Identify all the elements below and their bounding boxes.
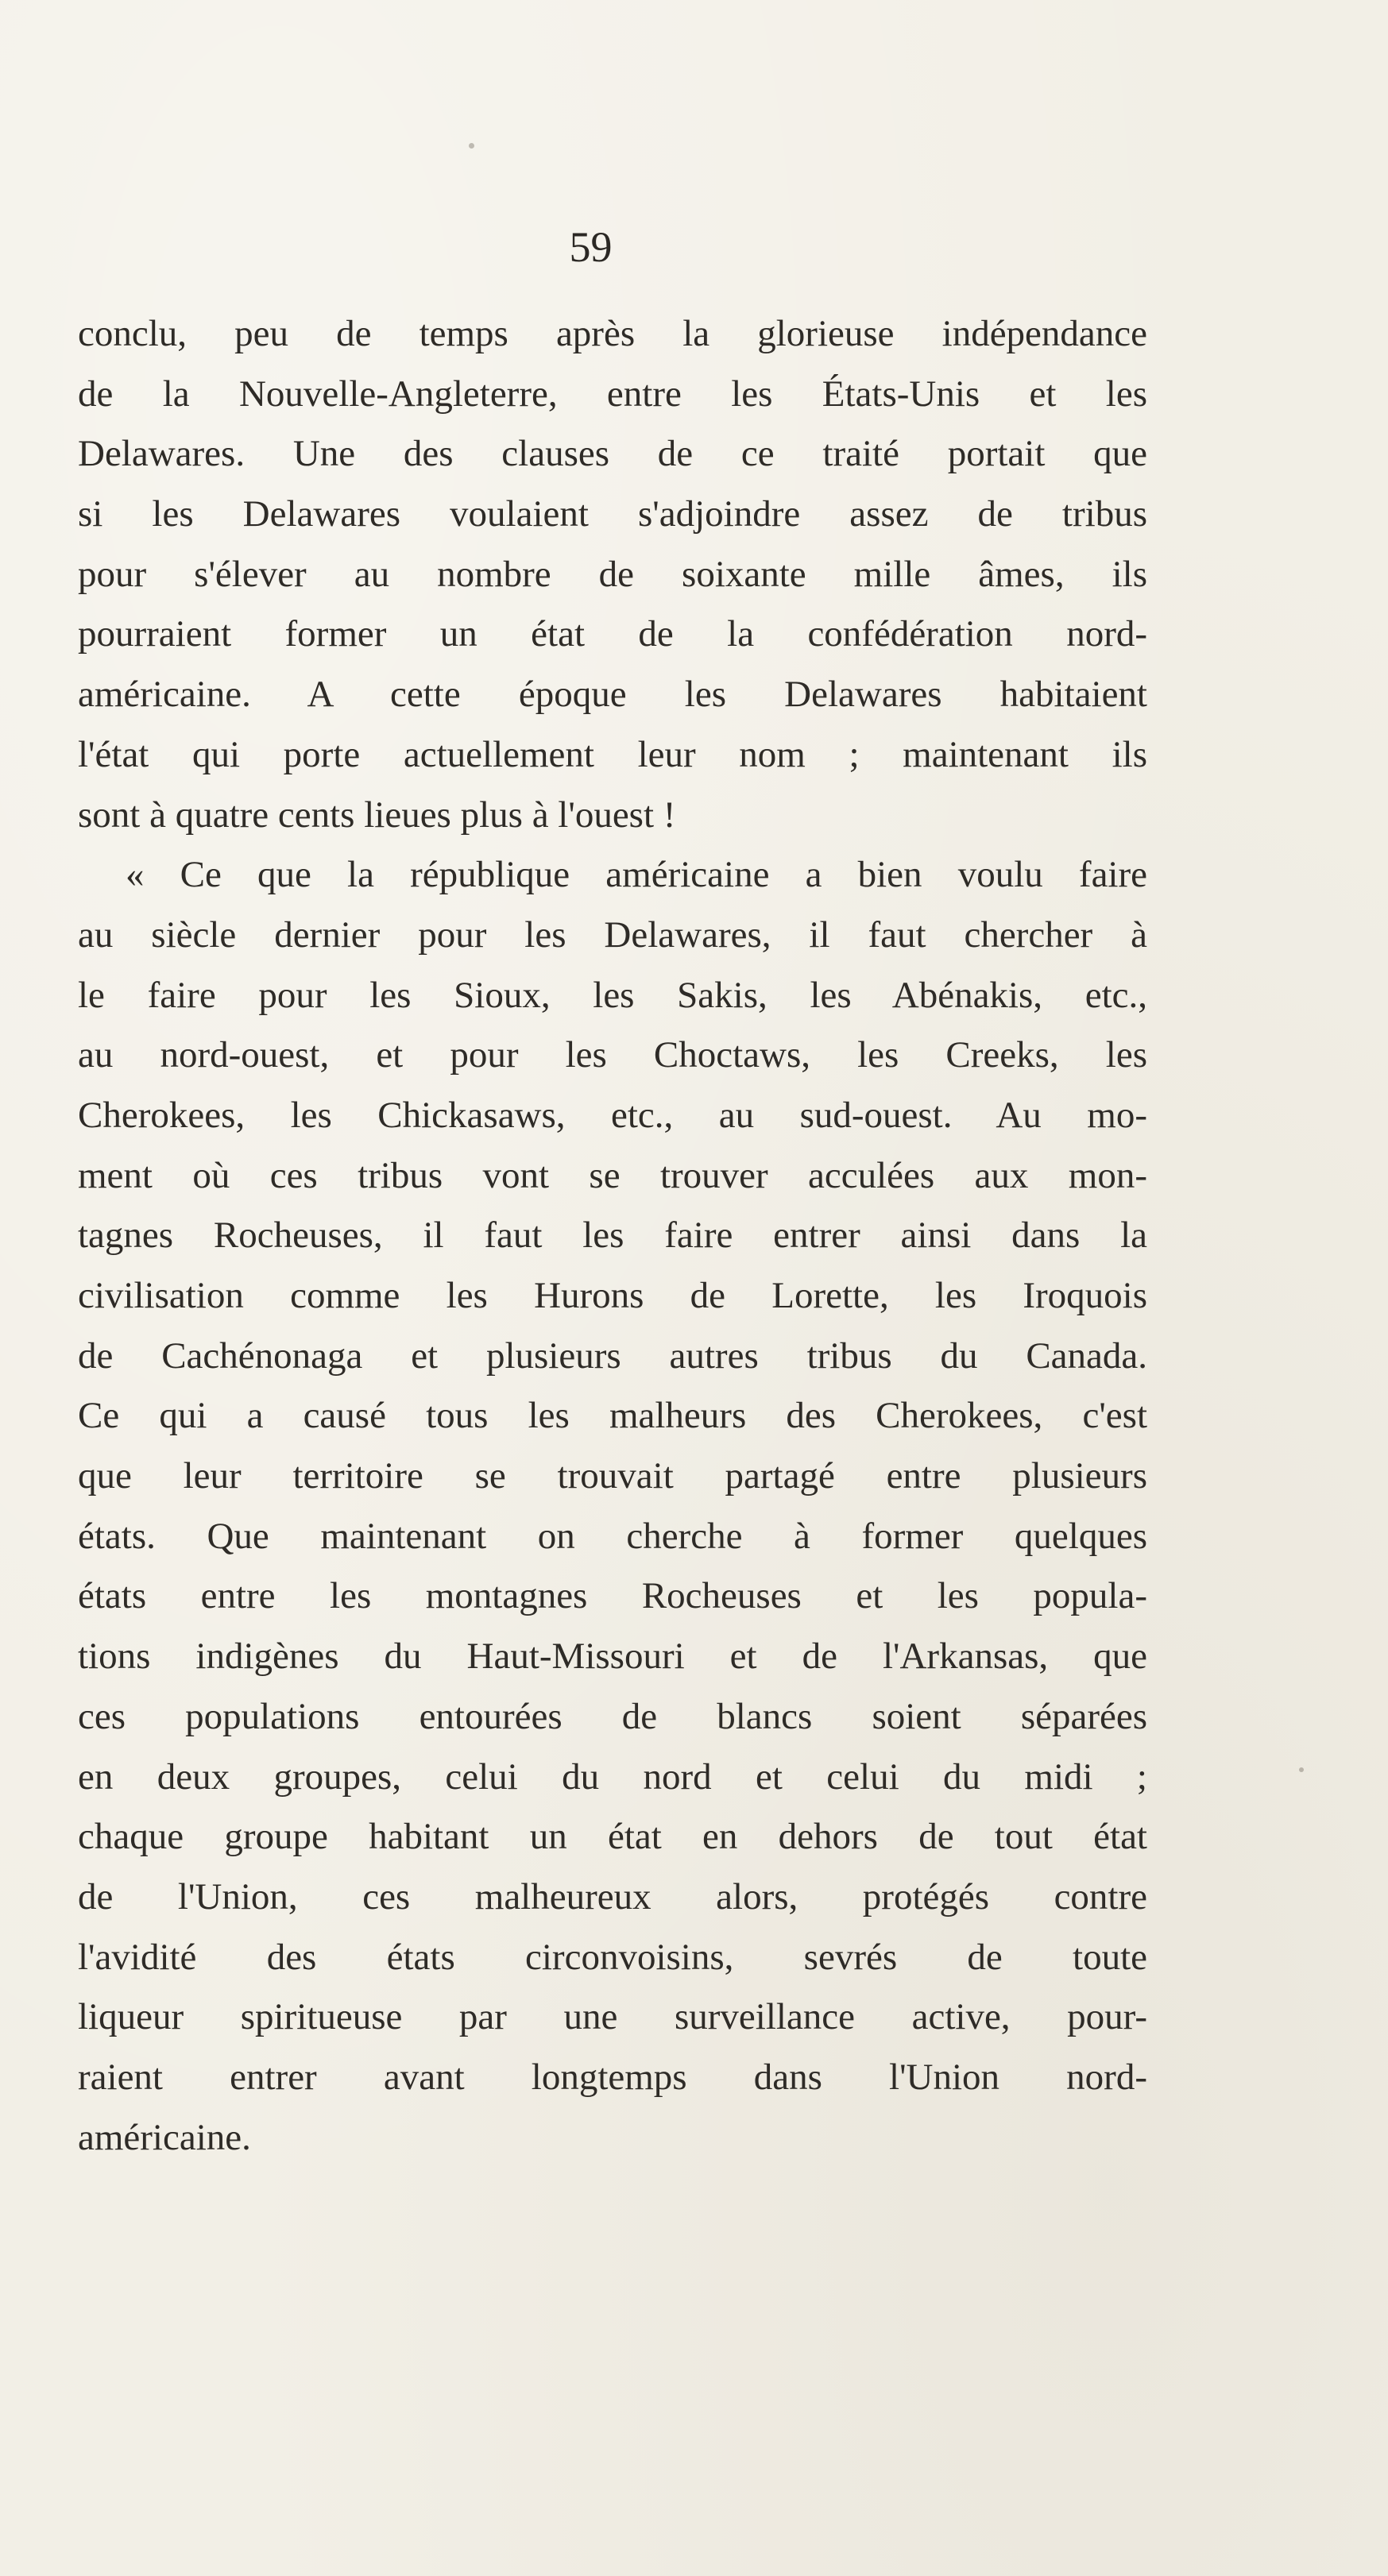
text-line: l'état qui porte actuellement leur nom ; maintenant ils bbox=[78, 733, 1147, 775]
text-line: tagnes Rocheuses, il faut les faire entrer ainsi dans la bbox=[78, 1215, 1147, 1257]
text-line: si les Delawares voulaient s'adjoindre assez de tribus bbox=[78, 493, 1147, 535]
text-line: liqueur spiritueuse par une surveillance active, pour- bbox=[78, 1996, 1147, 2038]
text-line: chaque groupe habitant un état en dehors de tout état bbox=[78, 1816, 1147, 1858]
text-line: au siècle dernier pour les Delawares, il faut chercher à bbox=[78, 913, 1147, 956]
text-line: sont à quatre cents lieues plus à l'ouest ! bbox=[78, 794, 676, 836]
body-text bbox=[78, 304, 1147, 2168]
text-line: « Ce que la république américaine a bien voulu faire bbox=[126, 854, 1147, 896]
text-line: tions indigènes du Haut-Missouri et de l'Arkansas, que bbox=[78, 1636, 1147, 1678]
page-number: 59 bbox=[569, 223, 613, 271]
text-line: Delawares. Une des clauses de ce traité portait que bbox=[78, 433, 1147, 475]
text-line: civilisation comme les Hurons de Lorette, les Iroquois bbox=[78, 1275, 1147, 1316]
ink-speck bbox=[469, 143, 474, 149]
text-line: l'avidité des états circonvoisins, sevrés de toute bbox=[78, 1936, 1147, 1978]
text-line: de Cachénonaga et plusieurs autres tribus du Canada. bbox=[78, 1334, 1147, 1377]
text-line: conclu, peu de temps après la glorieuse indépendance bbox=[78, 313, 1147, 354]
text-line: ment où ces tribus vont se trouver acculées aux mon- bbox=[78, 1154, 1147, 1196]
text-line: que leur territoire se trouvait partagé entre plusieurs bbox=[78, 1455, 1147, 1497]
text-line: de la Nouvelle-Angleterre, entre les États-Unis et les bbox=[78, 373, 1147, 415]
text-line: pourraient former un état de la confédération nord- bbox=[78, 613, 1147, 655]
text-line: états. Que maintenant on cherche à former quelques bbox=[78, 1515, 1147, 1557]
text-line: américaine. A cette époque les Delawares habitaient bbox=[78, 674, 1147, 716]
text-line: états entre les montagnes Rocheuses et les popula- bbox=[78, 1575, 1147, 1617]
text-line: au nord-ouest, et pour les Choctaws, les Creeks, les bbox=[78, 1034, 1147, 1076]
text-line: en deux groupes, celui du nord et celui du midi ; bbox=[78, 1755, 1147, 1798]
text-line: de l'Union, ces malheureux alors, protégés contre bbox=[78, 1875, 1147, 1918]
ink-speck bbox=[1299, 1767, 1304, 1772]
text-line: le faire pour les Sioux, les Sakis, les Abénakis, etc., bbox=[78, 974, 1147, 1016]
text-line: Ce qui a causé tous les malheurs des Cherokees, c'est bbox=[78, 1395, 1147, 1437]
text-line: américaine. bbox=[78, 2116, 251, 2158]
text-line: raient entrer avant longtemps dans l'Union nord- bbox=[78, 2056, 1147, 2098]
text-line: ces populations entourées de blancs soient séparées bbox=[78, 1695, 1147, 1737]
text-line: Cherokees, les Chickasaws, etc., au sud-ouest. Au mo- bbox=[78, 1094, 1147, 1136]
text-line: pour s'élever au nombre de soixante mille âmes, ils bbox=[78, 553, 1147, 595]
